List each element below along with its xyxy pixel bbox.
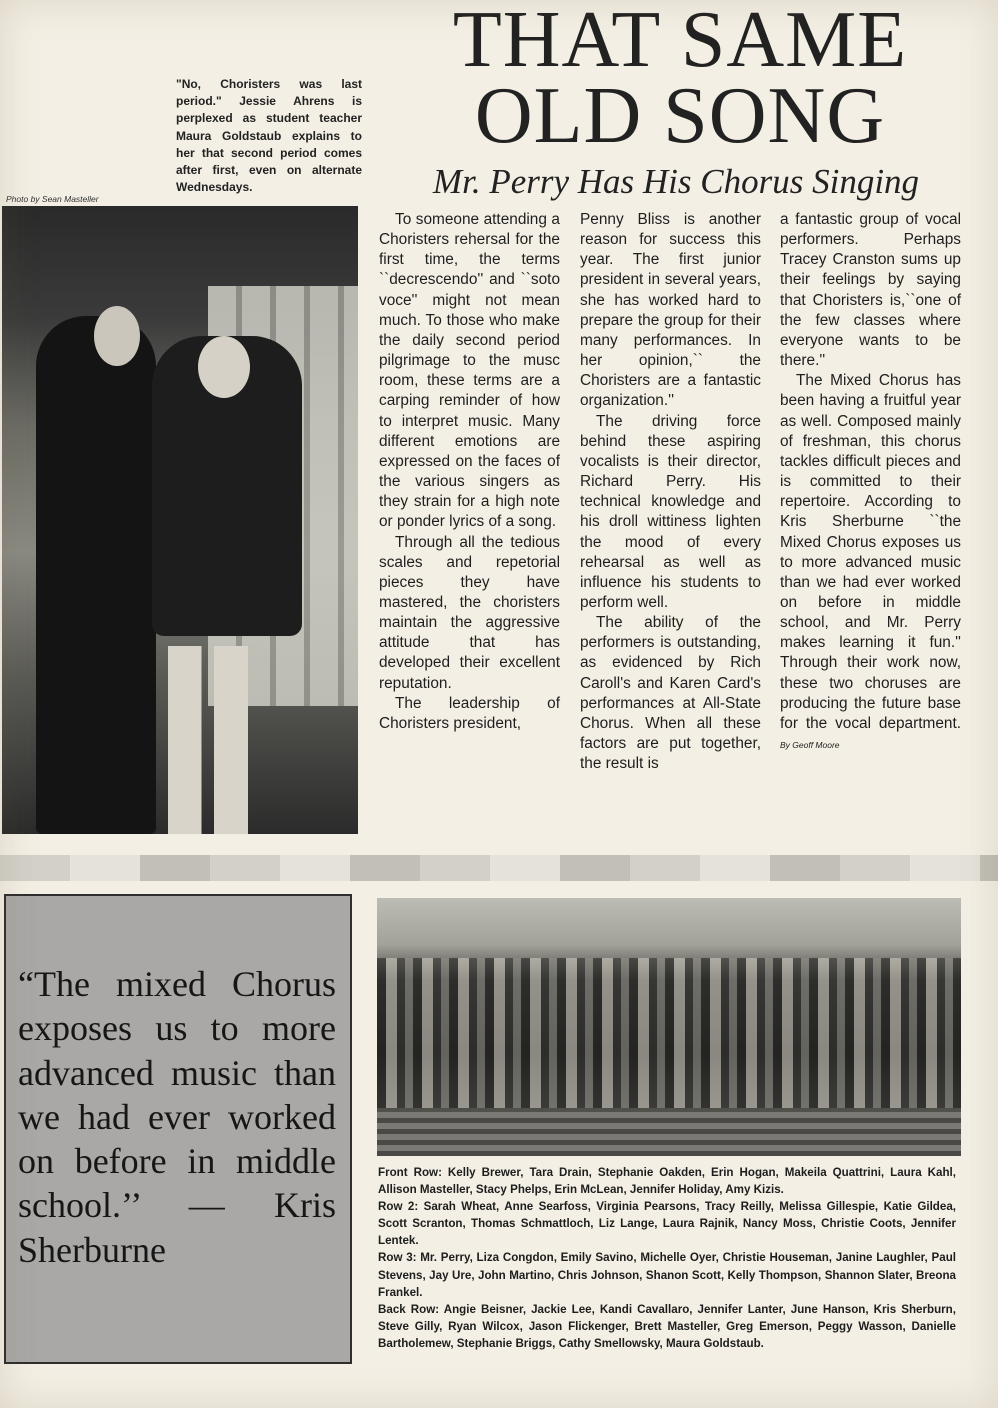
photo-credit: Photo by Sean Masteller — [6, 194, 99, 204]
article-paragraph-text: The Mixed Chorus has been having a fruitful year as well. Composed mainly of freshman, this chorus tackles difficult pieces and is committed to their repertoire. According to Kris Sherburne ``the Mixed Chorus exposes us to more advanced music than we had ever worked on before in middle school, and Mr. Perry makes learning it fun.'' Through their work now, these two choruses are producing the future base for the vocal department. — [780, 372, 961, 732]
article-paragraph: To someone attending a Choristers rehersal for the first time, the terms ``decrescendo'' and ``soto voce'' might not mean much. To those who make the daily second period pilgrimage to the musc room, these terms are a carping reminder of how to interpret music. Many different emotions are expressed on the faces of the various singers as they strain for a high note or ponder lyrics of a song. — [379, 211, 560, 531]
roster-row-3: Row 3: Mr. Perry, Liza Congdon, Emily Savino, Michelle Oyer, Christie Houseman, Janine Laughler, Paul Stevens, Jay Ure, John Martino, Chris Johnson, Shanon Scott, Kelly Thompson, Shannon Slater, Breona Frankel. — [378, 1251, 956, 1299]
photo-figure-left — [36, 316, 156, 834]
mixed-chorus-group-photo — [377, 898, 961, 1156]
photo-face-right — [198, 336, 250, 398]
photo-face-left — [94, 306, 140, 366]
photo-caption: "No, Choristers was last period." Jessie Ahrens is perplexed as student teacher Maura Goldstaub explains to her that second period comes after first, even on alternate Wednesdays. — [176, 77, 362, 195]
article-column-1 — [379, 210, 560, 734]
article-paragraph: a fantastic group of vocal performers. Perhaps Tracey Cranston sums up their feelings by saying that Choristers is,``one of the few classes where everyone wants to be there.'' — [780, 211, 961, 370]
article-column-3 — [780, 210, 961, 755]
choristers-rehearsal-photo — [2, 206, 358, 834]
roster-row-2: Row 2: Sarah Wheat, Anne Searfoss, Virginia Pearsons, Tracy Reilly, Melissa Gillespie, Katie Gildea, Scott Scranton, Thomas Schmattloch, Liz Lange, Laura Rajnik, Nancy Moss, Christie Coots, Jennifer Lentek. — [378, 1200, 956, 1248]
article-column-2 — [580, 210, 761, 774]
article-byline: By Geoff Moore — [780, 740, 840, 751]
pull-quote: “The mixed Chorus exposes us to more advanced music than we had ever worked on before in middle school.’’ — Kris Sherburne — [18, 964, 336, 1270]
photo-figure-legs — [168, 646, 252, 834]
headline-title: THAT SAME OLD SONG — [452, 0, 908, 160]
article-paragraph — [780, 371, 961, 755]
roster-front-row: Front Row: Kelly Brewer, Tara Drain, Stephanie Oakden, Erin Hogan, Makeila Quattrini, Laura Kahl, Allison Masteller, Stacy Phelps, Erin McLean, Jennifer Holiday, Amy Kizis. — [378, 1166, 956, 1197]
article-paragraph: The leadership of Choristers president, — [379, 694, 560, 732]
article-paragraph: The driving force behind these aspiring vocalists is their director, Richard Perry. His technical knowledge and his droll wittiness lighten the mood of every rehearsal as well as influence his students to perform well. — [580, 412, 761, 611]
article-paragraph: Through all the tedious scales and repetorial pieces they have mastered, the choristers maintain the aggressive attitude that has developed their excellent reputation. — [379, 533, 560, 692]
headline-subtitle: Mr. Perry Has His Chorus Singing — [432, 162, 920, 201]
article-paragraph: Penny Bliss is another reason for success this year. The first junior president in several years, she has worked hard to prepare the group for their many performances. In her opinion,`` the Choristers are a fantastic organization.'' — [580, 211, 761, 410]
group-photo-roster — [378, 1164, 956, 1352]
photo-chorus-rows — [377, 958, 961, 1108]
decorative-band — [0, 855, 998, 881]
article-paragraph: The ability of the performers is outstanding, as evidenced by Rich Caroll's and Karen Card's performances at All-State Chorus. When all these factors are put together, the result is — [580, 614, 761, 773]
photo-stage-risers — [377, 1112, 961, 1156]
roster-back-row: Back Row: Angie Beisner, Jackie Lee, Kandi Cavallaro, Jennifer Lanter, June Hanson, Kris Sherburn, Steve Gilly, Ryan Wilcox, Jason Flickenger, Brett Masteller, Greg Emerson, Peggy Wasson, Danielle Bartholemew, Stephanie Briggs, Cathy Smellowsky, Maura Goldstaub. — [378, 1302, 956, 1350]
